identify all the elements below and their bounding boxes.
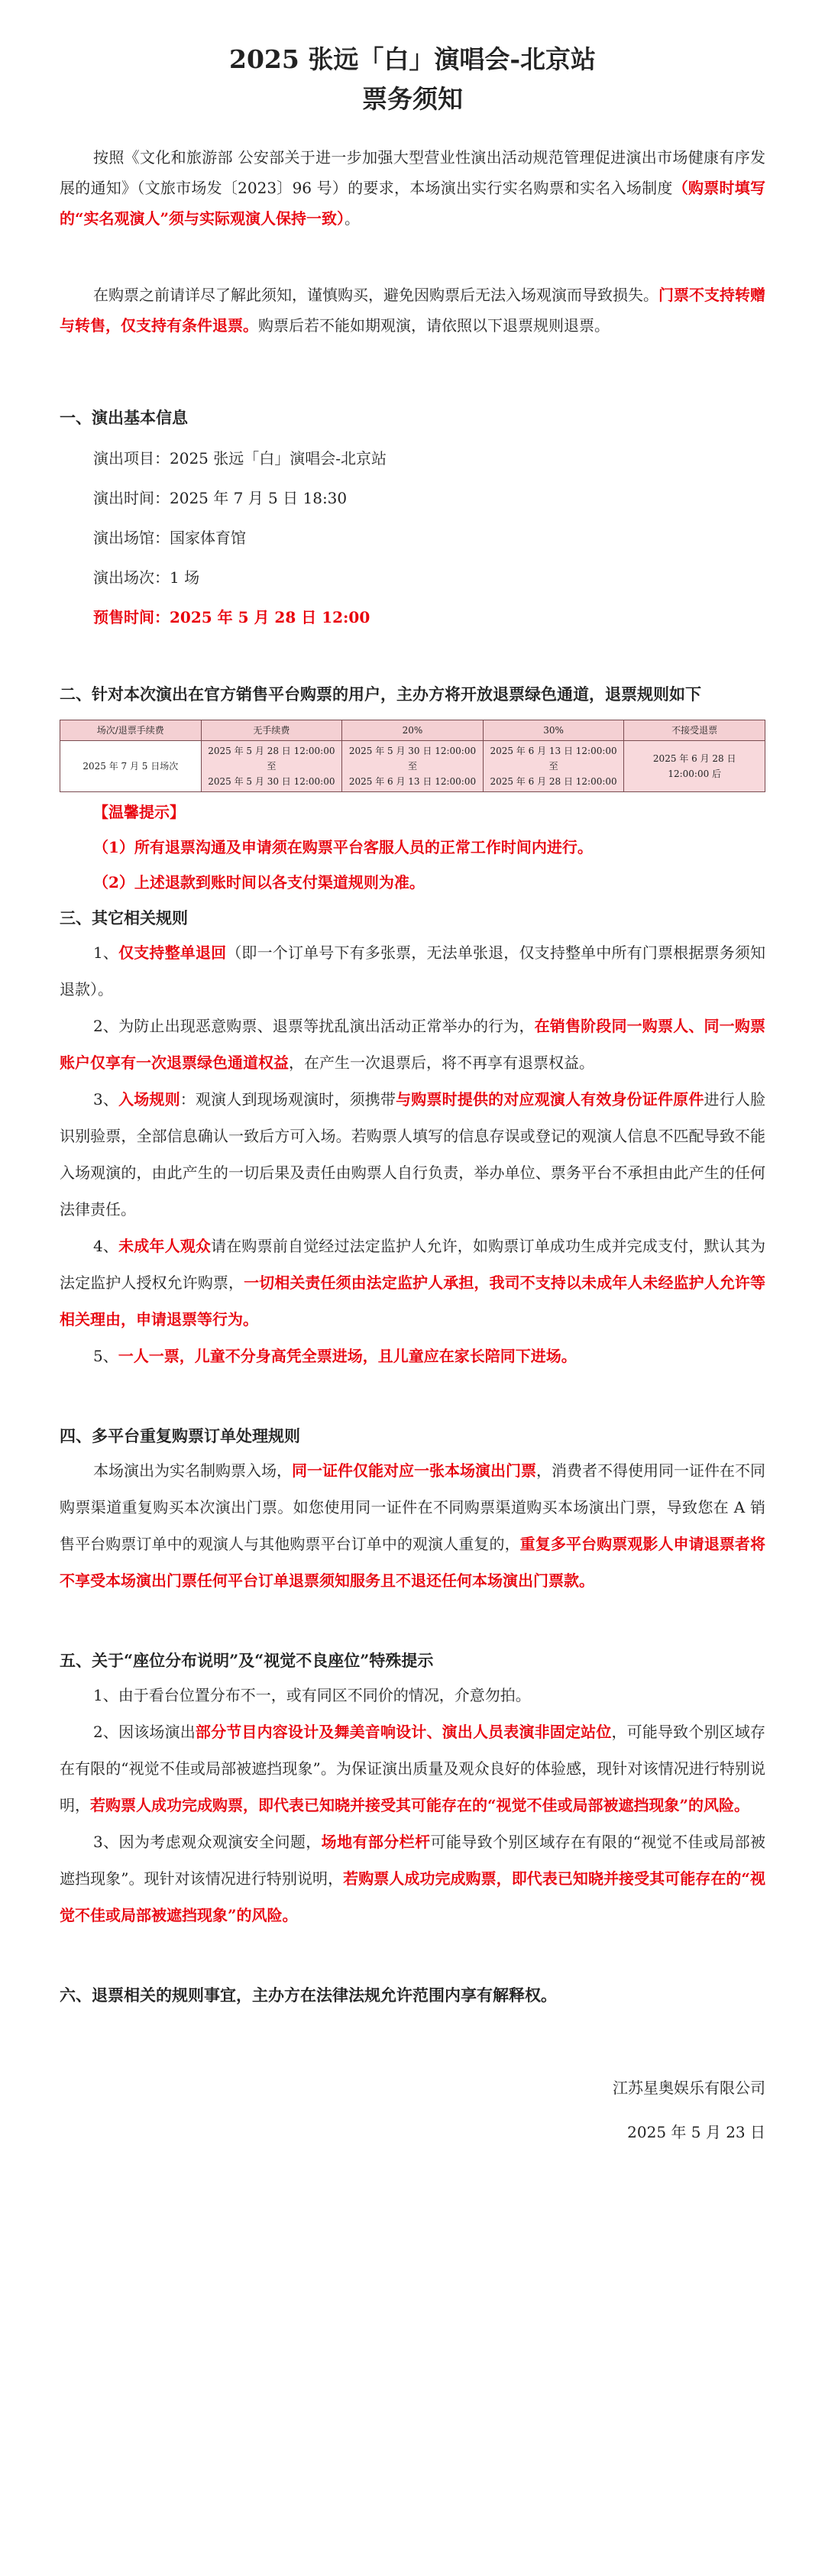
rule-text: ，可能导致个别区域存在有限的“视觉不佳或局部被遮挡现象”。为保证演出质量及观众良好的体验感，现针对该情况进行特别说明， <box>60 1723 766 1814</box>
tip-item-2: （2）上述退款到账时间以各支付渠道规则为准。 <box>93 873 425 892</box>
fee-20-window-cell <box>342 741 484 792</box>
period-start: 2025 年 5 月 28 日 12:00:00 <box>208 746 335 756</box>
table-header: 30% <box>483 720 624 741</box>
rule-emphasis: 未成年人观众 <box>118 1237 212 1255</box>
rule-text: ，消费者不得使用同一证件在不同购票渠道重复购买本次演出门票。如您使用同一证件在不同购票渠道购买本场演出门票，导致您在 A 销售平台购票订单中的观演人与其他购票平台订单中的观演人重复的， <box>60 1461 765 1553</box>
rule-text: ：观演人到现场观演时，须携带 <box>180 1090 396 1108</box>
intro-paragraph-2 <box>60 280 765 341</box>
rule-text: 本场演出为实名制购票入场， <box>93 1461 292 1480</box>
rule-number: 1、 <box>93 943 119 962</box>
page-subtitle: 票务须知 <box>362 84 463 114</box>
period-start: 2025 年 5 月 30 日 12:00:00 <box>348 746 477 756</box>
period-after: 12:00:00 后 <box>668 769 722 779</box>
rule-emphasis: 一切相关责任须由法定监护人承担，我司不支持以未成年人未经监护人允许等相关理由，申请退票等行为。 <box>60 1273 766 1328</box>
period-end: 2025 年 6 月 13 日 12:00:00 <box>348 776 477 787</box>
info-time: 演出时间：2025 年 7 月 5 日 18:30 <box>93 489 348 507</box>
section-4-paragraph <box>60 1452 765 1599</box>
period-to: 至 <box>267 761 277 772</box>
no-refund-window-cell <box>624 741 765 792</box>
seat-rule-3 <box>60 1824 765 1934</box>
rule-emphasis: 重复多平台购票观影人申请退票者将不享受本场演出门票任何平台订单退票须知服务且不退还任何本场演出门票款。 <box>60 1535 766 1590</box>
intro-paragraph-1 <box>60 142 765 234</box>
rule-text: 3、因为考虑观众观演安全问题， <box>93 1833 322 1851</box>
rule-emphasis: 若购票人成功完成购票，即代表已知晓并接受其可能存在的“视觉不佳或局部被遮挡现象”的风险。 <box>90 1796 750 1814</box>
rule-3 <box>60 1081 765 1228</box>
rule-emphasis: 仅支持整单退回 <box>118 943 227 962</box>
rule-text: 进行人脸识别验票，全部信息确认一致后方可入场。若购票人填写的信息存误或登记的观演人信息不匹配导致不能入场观演的，由此产生的一切后果及责任由购票人自行负责，举办单位、票务平台不承担由此产生的任何法律责任。 <box>60 1090 766 1218</box>
refund-rules-table <box>60 720 765 792</box>
period-to: 至 <box>548 761 558 772</box>
tip-title: 【温馨提示】 <box>93 803 185 821</box>
footer-date: 2025 年 5 月 23 日 <box>627 2123 765 2141</box>
rule-text: 请在购票前自觉经过法定监护人允许，如购票订单成功生成并完成支付，默认其为法定监护人授权允许购票， <box>60 1237 766 1292</box>
section-4-heading: 四、多平台重复购票订单处理规则 <box>60 1426 300 1445</box>
table-header: 场次/退票手续费 <box>60 720 202 741</box>
section-6-heading: 六、退票相关的规则事宜，主办方在法律法规允许范围内享有解释权。 <box>60 1985 557 2005</box>
tip-item-1: （1）所有退票沟通及申请须在购票平台客服人员的正常工作时间内进行。 <box>93 838 593 856</box>
footer-company: 江苏星奥娱乐有限公司 <box>613 2079 765 2097</box>
intro2-emphasis: 门票不支持转赠与转售，仅支持有条件退票。 <box>60 286 765 335</box>
rule-emphasis: 同一证件仅能对应一张本场演出门票 <box>292 1461 536 1480</box>
rule-emphasis: 若购票人成功完成购票，即代表已知晓并接受其可能存在的“视觉不佳或局部被遮挡现象”的风险。 <box>60 1869 765 1924</box>
intro2-text-end: 购票后若不能如期观演，请依照以下退票规则退票。 <box>258 316 610 335</box>
table-row <box>60 741 765 792</box>
rule-emphasis: 场地有部分栏杆 <box>321 1833 431 1851</box>
session-cell: 2025 年 7 月 5 日场次 <box>60 741 202 792</box>
section-3-heading: 三、其它相关规则 <box>60 908 188 927</box>
period-to: 至 <box>407 761 417 772</box>
seat-rule-1: 1、由于看台位置分布不一，或有同区不同价的情况，介意勿拍。 <box>93 1686 531 1704</box>
info-venue: 演出场馆：国家体育馆 <box>93 529 246 547</box>
info-project: 演出项目：2025 张远「白」演唱会-北京站 <box>93 449 387 468</box>
rule-4 <box>60 1228 765 1338</box>
info-presale: 预售时间：2025 年 5 月 28 日 12:00 <box>93 608 370 626</box>
rule-emphasis: 一人一票，儿童不分身高凭全票进场，且儿童应在家长陪同下进场。 <box>118 1347 577 1365</box>
rule-number: 5、 <box>93 1347 118 1365</box>
period-end: 2025 年 6 月 28 日 12:00:00 <box>490 776 617 787</box>
rule-2 <box>60 1008 765 1081</box>
rule-5 <box>60 1338 765 1374</box>
intro-text-end: 。 <box>345 209 361 228</box>
table-header-row <box>60 720 765 741</box>
intro2-text: 在购票之前请详尽了解此须知，谨慎购买，避免因购票后无法入场观演而导致损失。 <box>93 286 658 304</box>
page-title: 2025 张远「白」演唱会-北京站 <box>228 44 597 74</box>
intro-emphasis: （购票时填写的“实名观演人”须与实际观演人保持一致） <box>60 179 765 228</box>
period-start: 2025 年 6 月 13 日 12:00:00 <box>490 746 617 756</box>
fee-30-window-cell <box>483 741 624 792</box>
period-end: 2025 年 5 月 30 日 12:00:00 <box>208 776 335 787</box>
table-header: 20% <box>342 720 484 741</box>
section-1-heading: 一、演出基本信息 <box>60 408 188 427</box>
seat-rule-2 <box>60 1714 765 1824</box>
rule-emphasis: 与购票时提供的对应观演人有效身份证件原件 <box>396 1090 704 1108</box>
rule-emphasis: 入场规则 <box>118 1090 180 1108</box>
section-5-heading: 五、关于“座位分布说明”及“视觉不良座位”特殊提示 <box>60 1651 434 1670</box>
intro-text: 按照《文化和旅游部 公安部关于进一步加强大型营业性演出活动规范管理促进演出市场健康有序发展的通知》（文旅市场发〔2023〕96 号）的要求，本场演出实行实名购票和实名入场制度 <box>60 148 765 197</box>
table-header: 无手续费 <box>201 720 342 741</box>
rule-emphasis: 在销售阶段同一购票人、同一购票账户仅享有一次退票绿色通道权益 <box>60 1017 765 1072</box>
rule-text: （即一个订单号下有多张票，无法单张退，仅支持整单中所有门票根据票务须知退款）。 <box>60 943 766 998</box>
period-start: 2025 年 6 月 28 日 <box>652 753 736 764</box>
rule-emphasis: 部分节目内容设计及舞美音响设计、演出人员表演非固定站位 <box>195 1723 612 1741</box>
rule-text: ，在产生一次退票后，将不再享有退票权益。 <box>289 1053 594 1072</box>
rule-1 <box>60 934 765 1008</box>
info-sessions: 演出场次：1 场 <box>93 568 200 587</box>
rule-text: 2、为防止出现恶意购票、退票等扰乱演出活动正常举办的行为， <box>93 1017 535 1035</box>
rule-text: 2、因该场演出 <box>93 1723 196 1741</box>
rule-number: 4、 <box>93 1237 119 1255</box>
no-fee-window-cell <box>201 741 342 792</box>
section-2-heading: 二、针对本次演出在官方销售平台购票的用户，主办方将开放退票绿色通道，退票规则如下 <box>60 684 701 704</box>
table-header: 不接受退票 <box>624 720 765 741</box>
rule-text: 可能导致个别区域存在有限的“视觉不佳或局部被遮挡现象”。现针对该情况进行特别说明， <box>60 1833 765 1888</box>
rule-number: 3、 <box>93 1090 119 1108</box>
